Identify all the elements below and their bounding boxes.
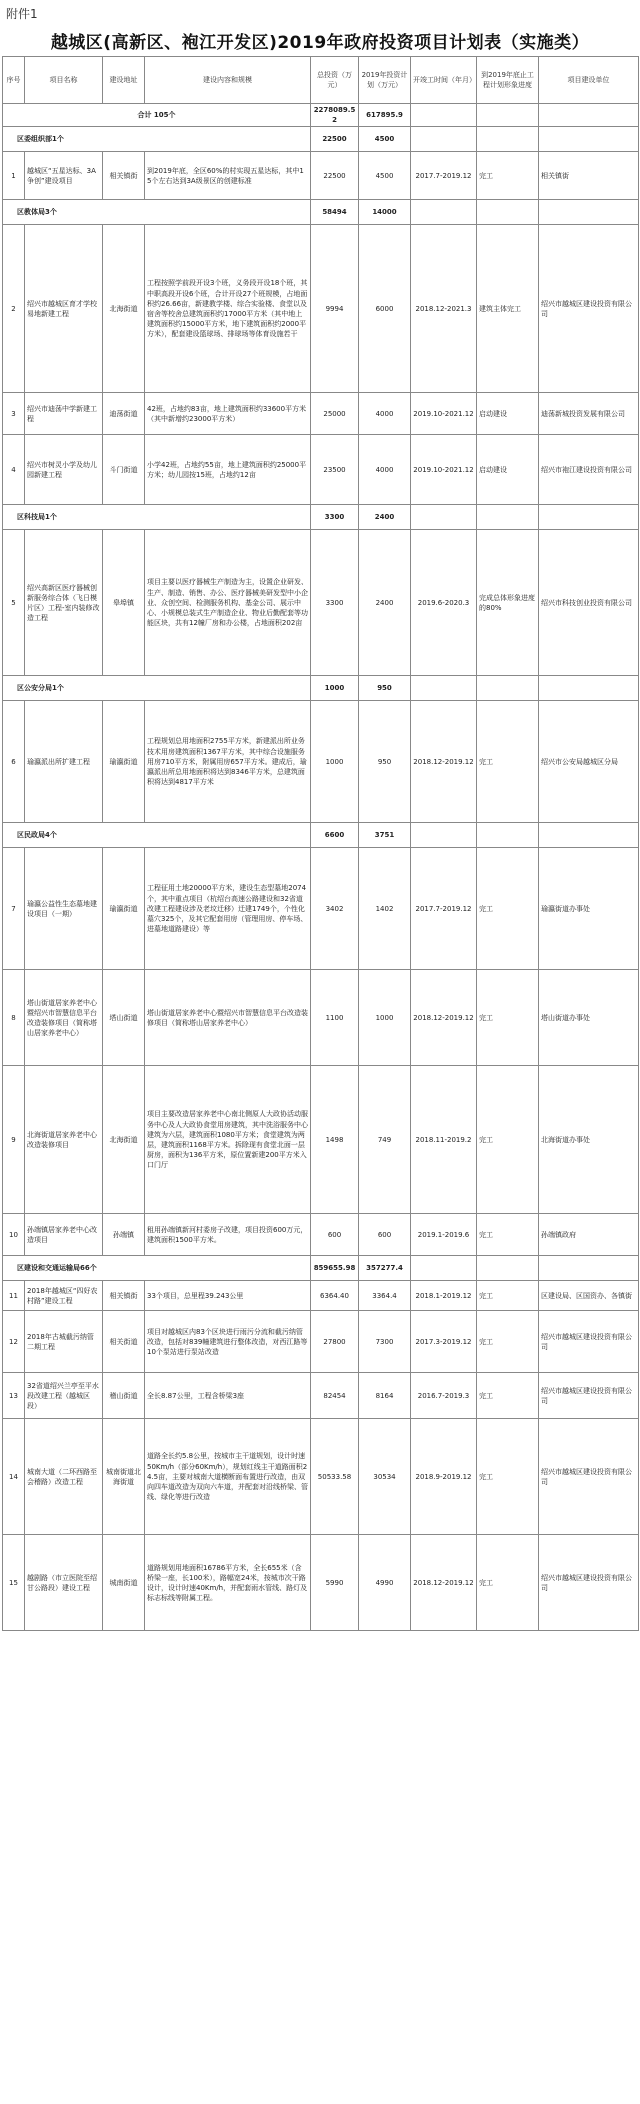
table-row <box>3 152 639 200</box>
group-empty-time <box>411 1256 477 1281</box>
project-progress: 完工 <box>477 701 539 823</box>
project-unit: 孙端镇政府 <box>539 1214 639 1256</box>
group-row <box>3 1256 639 1281</box>
project-name: 越剧路（市立医院至绍甘公路段）建设工程 <box>25 1535 103 1631</box>
row-number: 5 <box>3 530 25 676</box>
project-name: 2018年越城区“四好农村路”建设工程 <box>25 1281 103 1311</box>
row-number: 1 <box>3 152 25 200</box>
header-name: 项目名称 <box>25 57 103 104</box>
group-row <box>3 200 639 225</box>
project-unit: 区建设局、区国资办、各镇街 <box>539 1281 639 1311</box>
project-address: 瑜瀛街道 <box>103 848 145 970</box>
project-total-invest: 27800 <box>311 1311 359 1373</box>
total-empty-unit <box>539 104 639 127</box>
project-progress: 启动建设 <box>477 393 539 435</box>
header-unit: 项目建设单位 <box>539 57 639 104</box>
group-invest: 22500 <box>311 127 359 152</box>
table-row <box>3 1535 639 1631</box>
group-name: 区公安分局1个 <box>3 676 311 701</box>
project-name: 城南大道（二环西路至会稽路）改造工程 <box>25 1419 103 1535</box>
group-invest: 1000 <box>311 676 359 701</box>
project-total-invest: 3402 <box>311 848 359 970</box>
group-empty-unit <box>539 823 639 848</box>
project-content: 项目对越城区内83个区块进行雨污分流和截污纳管改造，包括对839幢建筑进行整体改造，对西江路等10个泵站进行泵站改造 <box>145 1311 311 1373</box>
project-time: 2018.12-2019.12 <box>411 1535 477 1631</box>
project-time: 2017.3-2019.12 <box>411 1311 477 1373</box>
group-empty-progress <box>477 676 539 701</box>
project-name: 2018年古城截污纳管二期工程 <box>25 1311 103 1373</box>
project-address: 城南街道北海街道 <box>103 1419 145 1535</box>
row-number: 2 <box>3 225 25 393</box>
group-name: 区民政局4个 <box>3 823 311 848</box>
project-plan-2019: 4000 <box>359 393 411 435</box>
project-unit: 绍兴市越城区建设投资有限公司 <box>539 1535 639 1631</box>
project-name: 32省道绍兴兰亭至平水段改建工程（越城区段） <box>25 1373 103 1419</box>
project-unit: 塔山街道办事处 <box>539 970 639 1066</box>
project-total-invest: 23500 <box>311 435 359 505</box>
project-total-invest: 25000 <box>311 393 359 435</box>
total-label: 合计 105个 <box>3 104 311 127</box>
project-content: 工程规划总用地面积2755平方米，新建派出所业务技术用房建筑面积1367平方米，其中综合设施服务用房710平方米，附属用房657平方米。建成后，瑜瀛派出所总用地面积将达到8346平方米，总建筑面积将达到4817平方米 <box>145 701 311 823</box>
table-header-row <box>3 57 639 104</box>
group-plan: 950 <box>359 676 411 701</box>
document-title: 越城区(高新区、袍江开发区)2019年政府投资项目计划表（实施类） <box>50 33 590 53</box>
project-plan-2019: 6000 <box>359 225 411 393</box>
project-time: 2017.7-2019.12 <box>411 848 477 970</box>
group-empty-unit <box>539 1256 639 1281</box>
project-total-invest: 3300 <box>311 530 359 676</box>
project-progress: 完工 <box>477 152 539 200</box>
project-time: 2016.7-2019.3 <box>411 1373 477 1419</box>
project-progress: 建筑主体完工 <box>477 225 539 393</box>
total-invest: 2278089.52 <box>311 104 359 127</box>
project-unit: 北海街道办事处 <box>539 1066 639 1214</box>
project-plan-2019: 600 <box>359 1214 411 1256</box>
project-time: 2018.12-2019.12 <box>411 970 477 1066</box>
row-number: 12 <box>3 1311 25 1373</box>
project-time: 2019.10-2021.12 <box>411 435 477 505</box>
group-empty-progress <box>477 505 539 530</box>
project-name: 北海街道居家养老中心改造装修项目 <box>25 1066 103 1214</box>
group-empty-time <box>411 127 477 152</box>
project-progress: 完工 <box>477 1311 539 1373</box>
row-number: 13 <box>3 1373 25 1419</box>
header-plan-2019: 2019年投资计划（万元） <box>359 57 411 104</box>
project-name: 绍兴市越城区育才学校易地新建工程 <box>25 225 103 393</box>
project-total-invest: 5990 <box>311 1535 359 1631</box>
project-unit: 绍兴市科技创业投资有限公司 <box>539 530 639 676</box>
header-address: 建设地址 <box>103 57 145 104</box>
total-empty-time <box>411 104 477 127</box>
project-content: 租用孙端镇新河村委房子改建，项目投资600万元，建筑面积1500平方米。 <box>145 1214 311 1256</box>
project-content: 33个项目，总里程39.243公里 <box>145 1281 311 1311</box>
project-content: 项目主要以医疗器械生产制造为主，设置企业研发、生产、制造、销售、办公、医疗器械美研发型中小企业、众创空间、检测服务机构、基金公司、展示中心、小规模总装式生产制造企业、物业后勤配套等功能区块，共有12幢厂房和办公楼，占地面积202亩 <box>145 530 311 676</box>
header-progress: 到2019年底止工程计划形象进度 <box>477 57 539 104</box>
project-unit: 绍兴市越城区建设投资有限公司 <box>539 225 639 393</box>
group-name: 区委组织部1个 <box>3 127 311 152</box>
project-unit: 绍兴市越城区建设投资有限公司 <box>539 1419 639 1535</box>
group-empty-unit <box>539 676 639 701</box>
group-invest: 859655.98 <box>311 1256 359 1281</box>
project-name: 孙端镇居家养老中心改造项目 <box>25 1214 103 1256</box>
group-name: 区建设和交通运输局66个 <box>3 1256 311 1281</box>
table-row <box>3 1311 639 1373</box>
group-empty-unit <box>539 127 639 152</box>
project-plan-2019: 8164 <box>359 1373 411 1419</box>
project-content: 项目主要改造居家养老中心南北侧原人大政协活动服务中心及人大政协食堂用房建筑，其中洗浴服务中心建筑为六层，建筑面积1080平方米；食堂建筑为两层，建筑面积1168平方米。拆除现有食堂北面一层厨房，面积为136平方米，原位置新建200平方米入口门厅 <box>145 1066 311 1214</box>
project-total-invest: 82454 <box>311 1373 359 1419</box>
project-address: 稽山街道 <box>103 1373 145 1419</box>
group-empty-progress <box>477 823 539 848</box>
header-content: 建设内容和规模 <box>145 57 311 104</box>
project-total-invest: 1498 <box>311 1066 359 1214</box>
row-number: 9 <box>3 1066 25 1214</box>
project-content: 全长8.87公里，工程含桥梁3座 <box>145 1373 311 1419</box>
table-row <box>3 435 639 505</box>
project-progress: 完工 <box>477 1419 539 1535</box>
project-progress: 完工 <box>477 970 539 1066</box>
project-content: 42班，占地约83亩，地上建筑面积约33600平方米（其中新增约23000平方米） <box>145 393 311 435</box>
annex-label: 附件1 <box>6 7 38 21</box>
project-table <box>2 56 639 1631</box>
project-time: 2019.1-2019.6 <box>411 1214 477 1256</box>
project-address: 相关街道 <box>103 1311 145 1373</box>
project-name: 绍兴市迪荡中学新建工程 <box>25 393 103 435</box>
group-invest: 3300 <box>311 505 359 530</box>
project-content: 工程按照学前段开设3个班，义务段开设18个班，其中职高段开设6个班，合计开设27个班规模，占地面积约26.66亩，新建教学楼、综合实验楼、食堂以及宿舍等校舍总建筑面积约17000平方米（其中地上建筑面积约15000平方米，地下建筑面积约2000平方米），配套建设篮球场、排球场等体育设施若干 <box>145 225 311 393</box>
project-unit: 瑜瀛街道办事处 <box>539 848 639 970</box>
project-address: 相关镇街 <box>103 152 145 200</box>
project-address: 相关镇街 <box>103 1281 145 1311</box>
project-time: 2018.12-2021.3 <box>411 225 477 393</box>
group-empty-unit <box>539 505 639 530</box>
project-unit: 绍兴市袍江建设投资有限公司 <box>539 435 639 505</box>
group-plan: 3751 <box>359 823 411 848</box>
group-invest: 58494 <box>311 200 359 225</box>
header-total-invest: 总投资（万元） <box>311 57 359 104</box>
project-content: 道路规划用地面积16786平方米，全长655米（含桥梁一座，长100米），路幅宽24米，按城市次干路设计，设计时速40Km/h，并配套雨水管线、路灯及标志标线等附属工程。 <box>145 1535 311 1631</box>
project-content: 小学42班，占地约55亩，地上建筑面积约25000平方米；幼儿园按15班，占地约12亩 <box>145 435 311 505</box>
table-row <box>3 1214 639 1256</box>
row-number: 6 <box>3 701 25 823</box>
project-unit: 绍兴市公安局越城区分局 <box>539 701 639 823</box>
project-name: 瑜瀛派出所扩建工程 <box>25 701 103 823</box>
project-unit: 迪荡新城投资发展有限公司 <box>539 393 639 435</box>
group-name: 区科技局1个 <box>3 505 311 530</box>
table-row <box>3 1281 639 1311</box>
table-row <box>3 393 639 435</box>
total-plan: 617895.9 <box>359 104 411 127</box>
table-row <box>3 1066 639 1214</box>
project-unit: 相关镇街 <box>539 152 639 200</box>
group-row <box>3 823 639 848</box>
project-plan-2019: 950 <box>359 701 411 823</box>
project-total-invest: 50533.58 <box>311 1419 359 1535</box>
row-number: 3 <box>3 393 25 435</box>
project-name: 绍兴市树灵小学及幼儿园新建工程 <box>25 435 103 505</box>
group-empty-time <box>411 200 477 225</box>
project-plan-2019: 30534 <box>359 1419 411 1535</box>
project-content: 塔山街道居家养老中心暨绍兴市智慧信息平台改造装修项目（简称塔山居家养老中心） <box>145 970 311 1066</box>
row-number: 8 <box>3 970 25 1066</box>
project-plan-2019: 4000 <box>359 435 411 505</box>
row-number: 14 <box>3 1419 25 1535</box>
row-number: 4 <box>3 435 25 505</box>
project-total-invest: 1000 <box>311 701 359 823</box>
project-unit: 绍兴市越城区建设投资有限公司 <box>539 1311 639 1373</box>
project-address: 北海街道 <box>103 225 145 393</box>
group-plan: 357277.4 <box>359 1256 411 1281</box>
project-plan-2019: 7300 <box>359 1311 411 1373</box>
project-address: 瑜瀛街道 <box>103 701 145 823</box>
project-address: 迪荡街道 <box>103 393 145 435</box>
row-number: 7 <box>3 848 25 970</box>
project-progress: 完工 <box>477 1066 539 1214</box>
group-row <box>3 127 639 152</box>
group-empty-time <box>411 676 477 701</box>
project-total-invest: 9994 <box>311 225 359 393</box>
project-plan-2019: 3364.4 <box>359 1281 411 1311</box>
group-empty-unit <box>539 200 639 225</box>
group-empty-progress <box>477 1256 539 1281</box>
row-number: 11 <box>3 1281 25 1311</box>
group-empty-time <box>411 823 477 848</box>
project-progress: 完工 <box>477 848 539 970</box>
row-number: 10 <box>3 1214 25 1256</box>
project-plan-2019: 1000 <box>359 970 411 1066</box>
project-plan-2019: 1402 <box>359 848 411 970</box>
table-row <box>3 530 639 676</box>
project-content: 道路全长约5.8公里，按城市主干道规划，设计时速50Km/h（部分60Km/h），规划红线主干道路面积24.5亩，主要对城南大道横断面布置进行改造，由双向四车道改造为双向六车道，并配套对沿线桥梁、管线、绿化等进行改造 <box>145 1419 311 1535</box>
project-address: 斗门街道 <box>103 435 145 505</box>
project-address: 皋埠镇 <box>103 530 145 676</box>
project-address: 塔山街道 <box>103 970 145 1066</box>
table-row <box>3 1373 639 1419</box>
project-progress: 完成总体形象进度的80% <box>477 530 539 676</box>
table-row <box>3 701 639 823</box>
header-no: 序号 <box>3 57 25 104</box>
group-plan: 14000 <box>359 200 411 225</box>
project-content: 到2019年底，全区60%的村实现五星达标，其中15个左右达到3A级景区的创建标准 <box>145 152 311 200</box>
project-name: 越城区“五星达标、3A争创”建设项目 <box>25 152 103 200</box>
project-time: 2019.6-2020.3 <box>411 530 477 676</box>
table-row <box>3 1419 639 1535</box>
project-total-invest: 600 <box>311 1214 359 1256</box>
project-time: 2018.12-2019.12 <box>411 701 477 823</box>
project-total-invest: 1100 <box>311 970 359 1066</box>
group-invest: 6600 <box>311 823 359 848</box>
total-row <box>3 104 639 127</box>
project-progress: 完工 <box>477 1373 539 1419</box>
project-address: 北海街道 <box>103 1066 145 1214</box>
table-row <box>3 848 639 970</box>
project-progress: 完工 <box>477 1535 539 1631</box>
row-number: 15 <box>3 1535 25 1631</box>
project-plan-2019: 2400 <box>359 530 411 676</box>
table-row <box>3 970 639 1066</box>
project-address: 城南街道 <box>103 1535 145 1631</box>
project-plan-2019: 4990 <box>359 1535 411 1631</box>
table-row <box>3 225 639 393</box>
project-progress: 启动建设 <box>477 435 539 505</box>
project-time: 2018.9-2019.12 <box>411 1419 477 1535</box>
group-name: 区教体局3个 <box>3 200 311 225</box>
group-empty-progress <box>477 200 539 225</box>
project-unit: 绍兴市越城区建设投资有限公司 <box>539 1373 639 1419</box>
project-progress: 完工 <box>477 1281 539 1311</box>
project-plan-2019: 749 <box>359 1066 411 1214</box>
project-time: 2018.11-2019.2 <box>411 1066 477 1214</box>
project-plan-2019: 4500 <box>359 152 411 200</box>
group-empty-time <box>411 505 477 530</box>
project-time: 2018.1-2019.12 <box>411 1281 477 1311</box>
group-empty-progress <box>477 127 539 152</box>
group-row <box>3 676 639 701</box>
project-address: 孙端镇 <box>103 1214 145 1256</box>
project-total-invest: 22500 <box>311 152 359 200</box>
project-time: 2019.10-2021.12 <box>411 393 477 435</box>
project-progress: 完工 <box>477 1214 539 1256</box>
project-time: 2017.7-2019.12 <box>411 152 477 200</box>
group-plan: 4500 <box>359 127 411 152</box>
header-time: 开竣工时间（年月） <box>411 57 477 104</box>
total-empty-progress <box>477 104 539 127</box>
project-total-invest: 6364.40 <box>311 1281 359 1311</box>
project-name: 塔山街道居家养老中心暨绍兴市智慧信息平台改造装修项目（简称塔山居家养老中心） <box>25 970 103 1066</box>
project-name: 瑜瀛公益性生态墓地建设项目（一期） <box>25 848 103 970</box>
group-plan: 2400 <box>359 505 411 530</box>
group-row <box>3 505 639 530</box>
project-content: 工程征用土地20000平方米，建设生态型墓地2074个，其中重点项目（杭绍台高速公路建设和32省道改建工程建设涉及老坟迁移）迁建1749个，个性化墓穴325个，及其它配套用房（管理用房、停车场、进墓地道路建设）等 <box>145 848 311 970</box>
project-name: 绍兴高新区医疗器械创新服务综合体（飞日模片区）工程-室内装修改造工程 <box>25 530 103 676</box>
